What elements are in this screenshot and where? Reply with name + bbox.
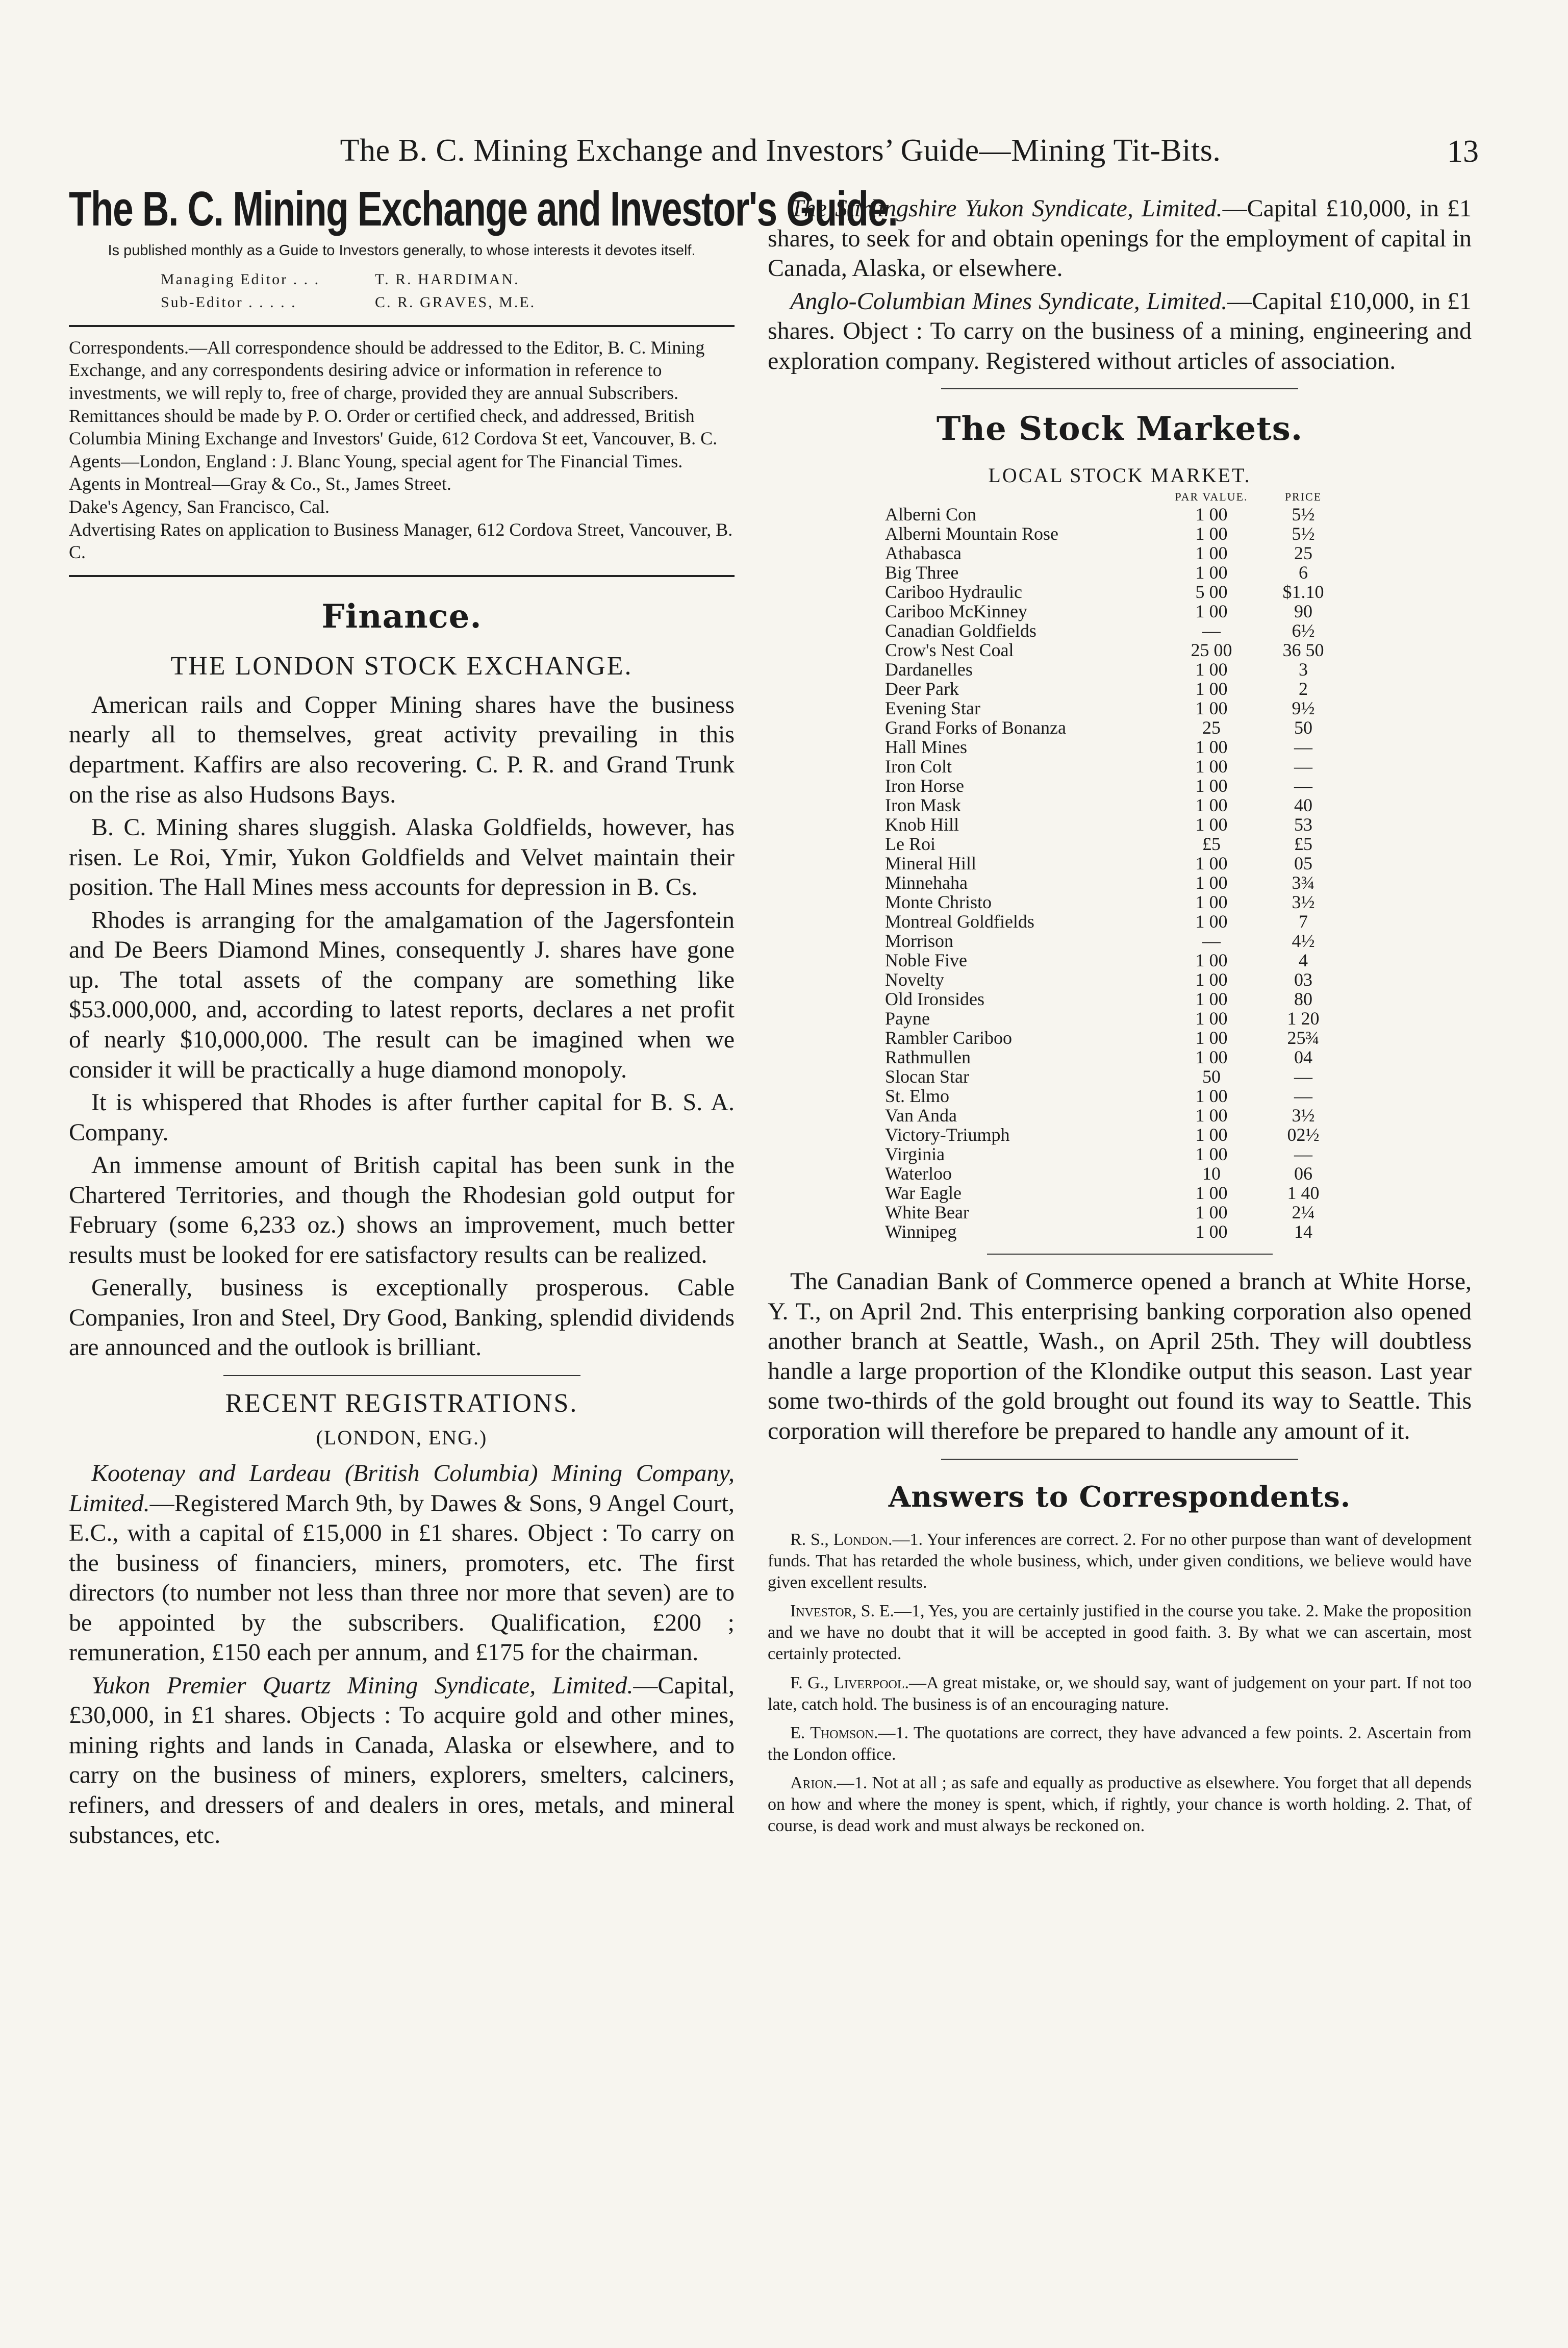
notice-agents-montreal: Agents in Montreal—Gray & Co., St., James Street. xyxy=(69,473,451,494)
stock-row xyxy=(885,660,1344,679)
masthead-subtitle: Is published monthly as a Guide to Investors generally, to whose interests it devotes itself. xyxy=(108,242,696,259)
stock-row xyxy=(885,815,1344,834)
stock-price: 3 xyxy=(1299,659,1308,680)
stock-par: 1 00 xyxy=(1195,969,1228,990)
stock-name: White Bear xyxy=(885,1202,969,1223)
stock-par: 5 00 xyxy=(1195,582,1228,603)
finance-heading: Finance. xyxy=(321,597,482,636)
registration-entry: Yukon Premier Quartz Mining Syndicate, Limited.—Capital, £30,000, in £1 shares. Objects : To acquire gold and other mines, mining rights and lands in Canada, Alaska or elsewhere, and to carry on the business of miners, explorers, smelters, calciners, refiners, and dressers of and dealers in ores, metals, and mineral substances, etc. xyxy=(69,1671,735,1849)
stock-name: Monte Christo xyxy=(885,892,992,913)
notice-agents-london: Agents—London, England : J. Blanc Young, special agent for The Financial Times. xyxy=(69,451,683,471)
finance-body xyxy=(69,690,735,1363)
stock-name: Morrison xyxy=(885,931,953,952)
stock-name: Slocan Star xyxy=(885,1066,969,1087)
stock-row xyxy=(885,795,1344,815)
stock-price: — xyxy=(1294,1086,1312,1107)
registrations-body xyxy=(69,1459,735,1850)
stock-par: 1 00 xyxy=(1195,659,1228,680)
stock-name: War Eagle xyxy=(885,1183,962,1204)
stock-name: Mineral Hill xyxy=(885,853,976,874)
stock-name: Evening Star xyxy=(885,698,980,719)
stock-price: 3¾ xyxy=(1292,872,1315,893)
stock-row xyxy=(885,1047,1344,1067)
stock-row xyxy=(885,1183,1344,1203)
stock-price: £5 xyxy=(1294,834,1312,855)
stock-par: 1 00 xyxy=(1195,737,1228,758)
local-market-title: LOCAL STOCK MARKET. xyxy=(988,464,1251,487)
stock-price: 02½ xyxy=(1287,1125,1320,1145)
column-header-price: PRICE xyxy=(1284,490,1322,504)
stock-price: 05 xyxy=(1294,853,1312,874)
stock-row xyxy=(885,621,1344,640)
stock-name: Noble Five xyxy=(885,950,967,971)
stock-row xyxy=(885,989,1344,1009)
divider xyxy=(987,1254,1273,1255)
stock-price: 1 20 xyxy=(1287,1008,1320,1029)
stock-par: 1 00 xyxy=(1195,872,1228,893)
stock-par: 25 xyxy=(1202,717,1221,738)
stock-row xyxy=(885,854,1344,873)
stock-row xyxy=(885,1144,1344,1164)
stock-name: Montreal Goldfields xyxy=(885,911,1034,932)
stock-price: 3½ xyxy=(1292,892,1315,913)
stock-par: 1 00 xyxy=(1195,1047,1228,1068)
stock-par: 1 00 xyxy=(1195,756,1228,777)
stock-par: £5 xyxy=(1202,834,1221,855)
finance-paragraph: It is whispered that Rhodes is after further capital for B. S. A. Company. xyxy=(69,1089,735,1146)
stock-name: Payne xyxy=(885,1008,930,1029)
stock-par: 1 00 xyxy=(1195,562,1228,583)
stock-name: Grand Forks of Bonanza xyxy=(885,717,1066,738)
staff-line: Sub-Editor . . . . . C. R. GRAVES, M.E. xyxy=(161,293,536,311)
stock-row xyxy=(885,698,1344,718)
stock-row xyxy=(885,602,1344,621)
stock-row xyxy=(885,757,1344,776)
stock-par: 1 00 xyxy=(1195,795,1228,816)
stock-name: Winnipeg xyxy=(885,1221,957,1242)
stock-par: 1 00 xyxy=(1195,523,1228,544)
stock-row xyxy=(885,873,1344,892)
registration-entry: The Stirlingshire Yukon Syndicate, Limited.—Capital £10,000, in £1 shares, to seek for and obtain openings for the employment of capital in Canada, Alaska, or elsewhere. xyxy=(768,195,1472,282)
answer-item: R. S., London.—1. Your inferences are correct. 2. For no other purpose than want of development funds. That has retarded the whole business, which, under given conditions, we believe would have given excellent results. xyxy=(768,1530,1472,1592)
registrations-continued xyxy=(768,194,1472,376)
divider xyxy=(69,325,735,327)
stock-name: Alberni Mountain Rose xyxy=(885,523,1058,544)
stock-price: 06 xyxy=(1294,1163,1312,1184)
stock-name: St. Elmo xyxy=(885,1086,950,1107)
stock-price: 6 xyxy=(1299,562,1308,583)
stock-price: 1 40 xyxy=(1287,1183,1320,1204)
registration-entry: Kootenay and Lardeau (British Columbia) Mining Company, Limited.—Registered March 9th, by Dawes & Sons, 9 Angel Court, E.C., with a capital of £15,000 in £1 shares. Object : To carry on the business of financiers, miners, promoters, etc. The first directors (to number not less than three nor more that seven) are to be appointed by the subscribers. Qualification, £200 ; remuneration, £150 each per annum, and £175 for the chairman. xyxy=(69,1459,735,1666)
stock-par: — xyxy=(1202,931,1221,952)
stock-price: 7 xyxy=(1299,911,1308,932)
stock-row xyxy=(885,1203,1344,1222)
notice-correspondents: Correspondents.—All correspondence should be addressed to the Editor, B. C. Mining Exchange, and any correspondents desiring advice or information in reference to investments, we will reply to, free of charge, provided they are annual Subscribers. xyxy=(69,337,705,403)
stock-par: 1 00 xyxy=(1195,814,1228,835)
stock-markets-heading: The Stock Markets. xyxy=(936,410,1303,448)
stock-par: 1 00 xyxy=(1195,679,1228,700)
stock-price: 2¼ xyxy=(1292,1202,1315,1223)
stock-par: 1 00 xyxy=(1195,892,1228,913)
stock-par: 1 00 xyxy=(1195,1086,1228,1107)
stock-row xyxy=(885,1028,1344,1047)
staff-line: Managing Editor . . . T. R. HARDIMAN. xyxy=(161,270,520,288)
stock-row xyxy=(885,1067,1344,1086)
stock-name: Athabasca xyxy=(885,543,962,564)
stock-price: 80 xyxy=(1294,989,1312,1010)
stock-par: 1 00 xyxy=(1195,1125,1228,1145)
stock-price: — xyxy=(1294,1066,1312,1087)
stock-price: 4½ xyxy=(1292,931,1315,952)
stock-price: 53 xyxy=(1294,814,1312,835)
stock-par: 1 00 xyxy=(1195,698,1228,719)
stock-row xyxy=(885,951,1344,970)
divider xyxy=(69,575,735,577)
stock-name: Deer Park xyxy=(885,679,959,700)
divider xyxy=(941,388,1298,389)
divider xyxy=(941,1459,1298,1460)
answer-item: Arion.—1. Not at all ; as safe and equally as productive as elsewhere. You forget that all depends on how and where the money is spent, which, if rightly, your chance is worth holding. 2. That, of course, is dead work and must always be reckoned on. xyxy=(768,1774,1472,1836)
left-column xyxy=(69,181,898,1853)
finance-paragraph: Rhodes is arranging for the amalgamation of the Jagersfontein and De Beers Diamond Mines, consequently J. shares have gone up. The total assets of the company are something like $53.000,000, and, according to latest reports, declares a net profit of nearly $10,000,000. The result can be imagined when we consider it will be practically a huge diamond monopoly. xyxy=(69,906,735,1083)
notice-dakes-agency: Dake's Agency, San Francisco, Cal. xyxy=(69,496,330,517)
answers-list xyxy=(768,1529,1472,1837)
stock-par: — xyxy=(1202,620,1221,641)
notice-remittances: Remittances should be made by P. O. Order or certified check, and addressed, British Columbia Mining Exchange and Investors' Guide, 612 Cordova St eet, Vancouver, B. C. xyxy=(69,405,718,449)
stock-name: Cariboo Hydraulic xyxy=(885,582,1022,603)
stock-name: Victory-Triumph xyxy=(885,1125,1010,1145)
running-header: The B. C. Mining Exchange and Investors’ Guide—Mining Tit-Bits. xyxy=(340,133,1221,168)
stock-row xyxy=(885,1086,1344,1106)
stock-price: 14 xyxy=(1294,1221,1312,1242)
stock-name: Hall Mines xyxy=(885,737,967,758)
stock-price: 2 xyxy=(1299,679,1308,700)
stock-table-body xyxy=(885,505,1344,1241)
stock-par: 1 00 xyxy=(1195,1202,1228,1223)
stock-par: 1 00 xyxy=(1195,1183,1228,1204)
stock-name: Alberni Con xyxy=(885,504,976,525)
masthead-title: The B. C. Mining Exchange and Investor's Guide. xyxy=(69,182,898,236)
stock-price: 25 xyxy=(1294,543,1312,564)
stock-row xyxy=(885,582,1344,602)
stock-par: 1 00 xyxy=(1195,853,1228,874)
answer-item: Investor, S. E.—1, Yes, you are certainly justified in the course you take. 2. Make the proposition and we have no doubt that it will be accepted in good faith. 3. By what we can ascertain, most certainly protected. xyxy=(768,1602,1472,1664)
stock-price: 5½ xyxy=(1292,523,1315,544)
stock-row xyxy=(885,718,1344,737)
column-header-par: PAR VALUE. xyxy=(1175,490,1248,504)
notices xyxy=(69,336,735,564)
stock-row xyxy=(885,970,1344,989)
stock-row xyxy=(885,834,1344,854)
stock-row xyxy=(885,524,1344,543)
stock-par: 1 00 xyxy=(1195,1008,1228,1029)
stock-price: — xyxy=(1294,756,1312,777)
stock-name: Canadian Goldfields xyxy=(885,620,1036,641)
stock-price: 40 xyxy=(1294,795,1312,816)
stock-price: 4 xyxy=(1299,950,1308,971)
stock-par: 10 xyxy=(1202,1163,1221,1184)
stock-row xyxy=(885,563,1344,582)
stock-row xyxy=(885,679,1344,698)
registrations-heading: RECENT REGISTRATIONS. xyxy=(225,1388,578,1418)
bank-paragraph: The Canadian Bank of Commerce opened a branch at White Horse, Y. T., on April 2nd. This enterprising banking corporation also opened another branch at Seattle, Wash., on April 25th. They will doubtless handle a large proportion of the Klondike output this season. Last year some two-thirds of the gold brought out found its way to Seattle. This corporation will therefore be prepared to handle any amount of it. xyxy=(768,1268,1472,1445)
stock-table-header xyxy=(885,490,1344,505)
stock-row xyxy=(885,1125,1344,1144)
stock-price: — xyxy=(1294,1144,1312,1165)
stock-name: Iron Mask xyxy=(885,795,961,816)
registration-entry: Anglo-Columbian Mines Syndicate, Limited.—Capital £10,000, in £1 shares. Object : To carry on the business of a mining, engineering and exploration company. Registered without articles of association. xyxy=(768,287,1472,374)
stock-price: 03 xyxy=(1294,969,1312,990)
stock-name: Old Ironsides xyxy=(885,989,984,1010)
staff-list xyxy=(161,268,735,314)
stock-row xyxy=(885,1106,1344,1125)
stock-row xyxy=(885,1009,1344,1028)
stock-name: Big Three xyxy=(885,562,959,583)
stock-par: 1 00 xyxy=(1195,776,1228,796)
finance-paragraph: An immense amount of British capital has been sunk in the Chartered Territories, and though the Rhodesian gold output for February (some 6,233 oz.) shows an improvement, much better results must be looked for ere satisfactory results can be realized. xyxy=(69,1152,735,1268)
stock-price: 6½ xyxy=(1292,620,1315,641)
stock-name: Cariboo McKinney xyxy=(885,601,1027,622)
stock-par: 1 00 xyxy=(1195,1144,1228,1165)
stock-name: Novelty xyxy=(885,969,944,990)
stock-row xyxy=(885,1164,1344,1183)
right-column xyxy=(768,194,1472,1844)
stock-par: 1 00 xyxy=(1195,911,1228,932)
stock-row xyxy=(885,1222,1344,1241)
stock-par: 50 xyxy=(1202,1066,1221,1087)
stock-price: 04 xyxy=(1294,1047,1312,1068)
stock-row xyxy=(885,776,1344,795)
page-number: 13 xyxy=(1447,134,1479,169)
stock-price: 36 50 xyxy=(1282,640,1324,661)
stock-row xyxy=(885,737,1344,757)
stock-price: 5½ xyxy=(1292,504,1315,525)
answer-item: F. G., Liverpool.—A great mistake, or, we should say, want of judgement on your part. If not too late, catch hold. The business is of an encouraging nature. xyxy=(768,1673,1472,1714)
stock-par: 1 00 xyxy=(1195,950,1228,971)
stock-par: 1 00 xyxy=(1195,601,1228,622)
finance-paragraph: American rails and Copper Mining shares have the business nearly all to themselves, great activity prevailing in this department. Kaffirs are also recovering. C. P. R. and Grand Trunk on the rise as also Hudsons Bays. xyxy=(69,691,735,808)
finance-paragraph: B. C. Mining shares sluggish. Alaska Goldfields, however, has risen. Le Roi, Ymir, Yukon Goldfields and Velvet maintain their position. The Hall Mines mess accounts for depression in B. Cs. xyxy=(69,814,735,901)
stock-row xyxy=(885,640,1344,660)
london-exchange-heading: THE LONDON STOCK EXCHANGE. xyxy=(170,651,633,681)
stock-row xyxy=(885,931,1344,951)
stock-name: Knob Hill xyxy=(885,814,959,835)
stock-price: 50 xyxy=(1294,717,1312,738)
stock-row xyxy=(885,543,1344,563)
notice-advertising: Advertising Rates on application to Business Manager, 612 Cordova Street, Vancouver, B. C. xyxy=(69,519,733,563)
stock-name: Van Anda xyxy=(885,1105,957,1126)
stock-name: Minnehaha xyxy=(885,872,968,893)
registrations-subheading: (LONDON, ENG.) xyxy=(316,1426,488,1449)
stock-price: 25¾ xyxy=(1287,1028,1320,1048)
stock-name: Iron Horse xyxy=(885,776,964,796)
answer-item: E. Thomson.—1. The quotations are correct, they have advanced a few points. 2. Ascertain from the London office. xyxy=(768,1723,1472,1764)
stock-name: Iron Colt xyxy=(885,756,952,777)
stock-par: 25 00 xyxy=(1191,640,1232,661)
stock-price: 3½ xyxy=(1292,1105,1315,1126)
stock-par: 1 00 xyxy=(1195,1221,1228,1242)
stock-row xyxy=(885,892,1344,912)
answers-heading: Answers to Correspondents. xyxy=(888,1480,1351,1514)
stock-price: 9½ xyxy=(1292,698,1315,719)
bank-note xyxy=(768,1267,1472,1446)
stock-name: Crow's Nest Coal xyxy=(885,640,1014,661)
stock-par: 1 00 xyxy=(1195,989,1228,1010)
stock-par: 1 00 xyxy=(1195,1105,1228,1126)
stock-price: 90 xyxy=(1294,601,1312,622)
stock-price: $1.10 xyxy=(1282,582,1324,603)
divider xyxy=(223,1375,580,1376)
stock-name: Waterloo xyxy=(885,1163,952,1184)
stock-par: 1 00 xyxy=(1195,504,1228,525)
finance-paragraph: Generally, business is exceptionally prosperous. Cable Companies, Iron and Steel, Dry Good, Banking, splendid dividends are announced and the outlook is brilliant. xyxy=(69,1274,735,1361)
stock-par: 1 00 xyxy=(1195,1028,1228,1048)
stock-price: — xyxy=(1294,737,1312,758)
stock-row xyxy=(885,912,1344,931)
stock-row xyxy=(885,505,1344,524)
stock-name: Dardanelles xyxy=(885,659,973,680)
stock-table xyxy=(885,490,1344,1241)
stock-par: 1 00 xyxy=(1195,543,1228,564)
stock-price: — xyxy=(1294,776,1312,796)
stock-name: Le Roi xyxy=(885,834,935,855)
stock-name: Rathmullen xyxy=(885,1047,971,1068)
stock-name: Virginia xyxy=(885,1144,945,1165)
stock-name: Rambler Cariboo xyxy=(885,1028,1012,1048)
